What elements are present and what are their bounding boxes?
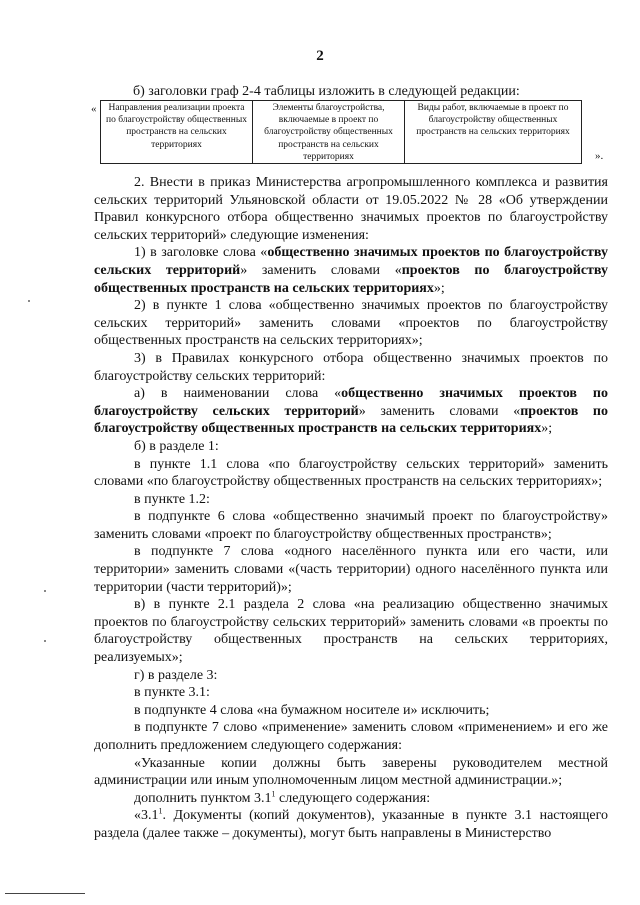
paragraph: дополнить пунктом $3.1^1$ следующего содержания: [134,789,431,806]
page-number: 2 [316,48,324,64]
paragraph: в подпункте 7 слово «применение» заменить словом «применением» и его же дополнить предложением следующего содержания: [94,720,608,753]
scan-speck [28,300,30,302]
paragraph: в) в пункте 2.1 раздела 2 слова «на реализацию общественно значимых проектов по благоустройству сельских территорий» заменить словами «в проекты по благоустройству общественных пространств на сельских территориях, реализуемых»; [94,597,608,666]
paragraph: в подпункте 6 слова «общественно значимый проект по благоустройству» заменить словами «проект по благоустройству общественных пространств»; [94,509,608,542]
paragraph: в подпункте 4 слова «на бумажном носителе и» исключить; [134,702,490,718]
header-table [100,100,582,164]
scan-speck [44,590,46,592]
paragraph: б) в разделе 1: [134,438,219,454]
table-column-header: Виды работ, включаемые в проект по благоустройству общественных пространств на сельских территориях [405,101,582,164]
lead-paragraph: б) заголовки граф 2-4 таблицы изложить в следующей редакции: [133,84,520,99]
footer-rule [5,893,85,894]
paragraph: в пункте 3.1: [134,685,210,701]
paragraph: 1) в заголовке слова «общественно значимых проектов по благоустройству сельских территорий» заменить словами «проектов по благоустройству общественных пространств на сельских территориях»; [94,245,608,296]
paragraph: «Указанные копии должны быть заверены руководителем местной администрации или иным уполномоченным лицом местной администрации.»; [94,755,608,789]
table-open-quote: « [91,103,97,115]
paragraph: в пункте 1.1 слова «по благоустройству сельских территорий» заменить словами «по благоустройству общественных пространств на сельских территориях»; [94,456,608,490]
paragraph: 2) в пункте 1 слова «общественно значимых проектов по благоустройству сельских территорий» заменить словами «проектов по благоустройству общественных пространств на сельских территориях»; [94,298,608,349]
paragraph: 2. Внести в приказ Министерства агропромышленного комплекса и развития сельских территорий Ульяновской области от 19.05.2022 № 28 «Об утверждении Правил конкурсного отбора общественно значимых проектов по благоустройству сельских территорий» следующие изменения: [94,175,608,243]
table-close-quote: ». [595,150,604,162]
paragraph: в пункте 1.2: [134,491,210,507]
table-column-header: Направления реализации проекта по благоустройству общественных пространств на сельских территориях [101,101,253,164]
scan-speck [44,640,46,642]
document-body [94,174,608,843]
paragraph: «$3.1^1$. Документы (копий документов), указанные в пункте 3.1 настоящего раздела (далее также – документы), могут быть направлены в Министерство [94,806,608,841]
paragraph: г) в разделе 3: [134,667,218,683]
paragraph: а) в наименовании слова «общественно значимых проектов по благоустройству сельских территорий» заменить словами «проектов по благоустройству общественных пространств на сельских территориях»; [94,386,608,437]
paragraph: в подпункте 7 слова «одного населённого пункта или его части, или территории» заменить словами «(часть территории) одного населённого пункта или территории (части территорий)»; [94,544,608,595]
paragraph: 3) в Правилах конкурсного отбора общественно значимых проектов по благоустройству сельских территорий: [94,350,608,384]
table-column-header: Элементы благоустройства, включаемые в проект по благоустройству общественных пространств на сельских территориях [253,101,405,164]
